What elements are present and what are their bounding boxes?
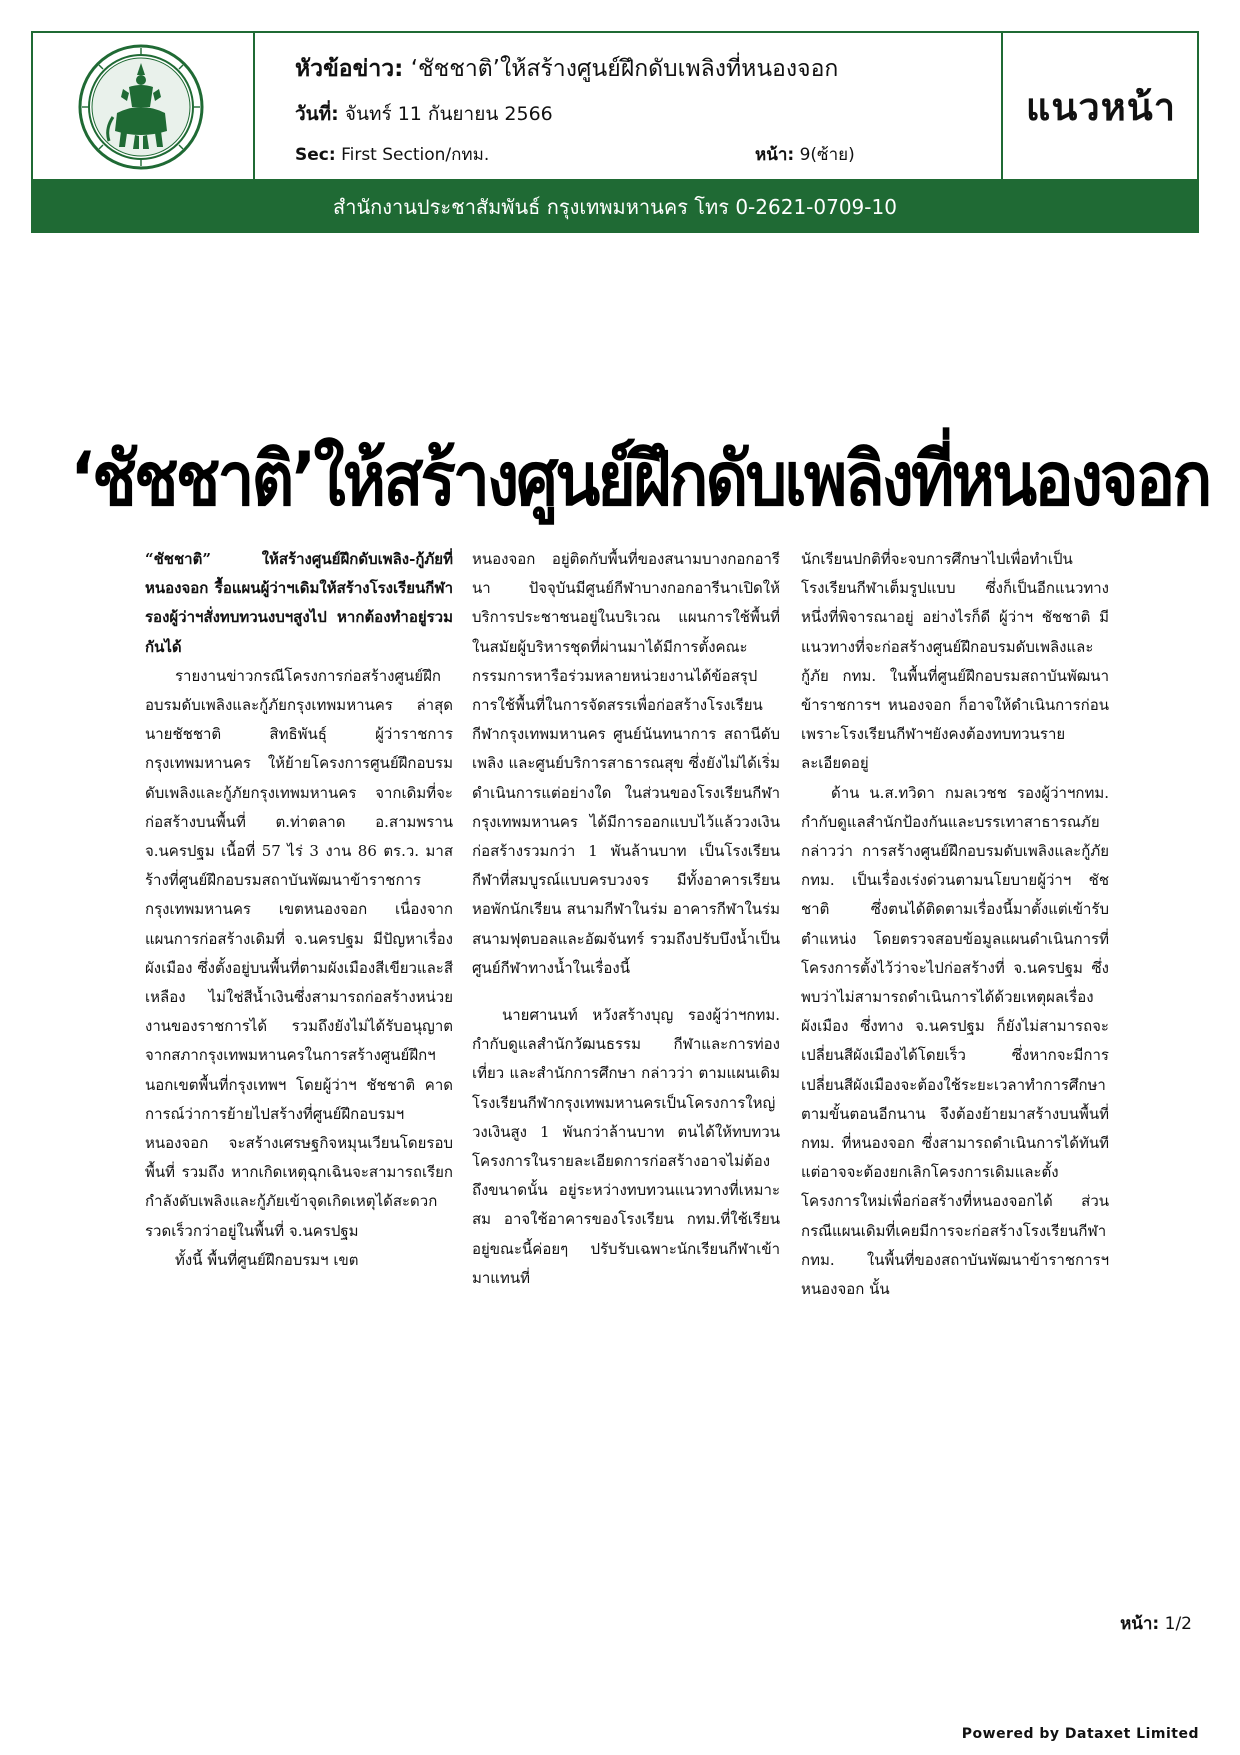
article-paragraph: หนองจอก อยู่ติดกับพื้นที่ของสนามบางกอกอารีนา ปัจจุบันมีศูนย์กีฬาบางกอกอารีนาเปิดให้บริการประชาชนอยู่ในบริเวณ แผนการใช้พื้นที่ในสมัยผู้บริหารชุดที่ผ่านมาได้มีการตั้งคณะกรรมการหารือร่วมหลายหน่วยงานได้ข้อสรุปการใช้พื้นที่ในการจัดสรรเพื่อก่อสร้างโรงเรียนกีฬากรุงเทพมหานคร ศูนย์นันทนาการ สถานีดับเพลิง และศูนย์บริการสาธารณสุข ซึ่งยังไม่ได้เริ่มดำเนินการแต่อย่างใด ในส่วนของโรงเรียนกีฬากรุงเทพมหานคร ได้มีการออกแบบไว้แล้ววงเงินก่อสร้างรวมกว่า 1 พันล้านบาท เป็นโรงเรียนกีฬาที่สมบูรณ์แบบครบวงจร มีทั้งอาคารเรียน หอพักนักเรียน สนามกีฬาในร่ม อาคารกีฬาในร่ม สนามฟุตบอลและอัฒจันทร์ รวมถึงปรับบึงน้ำเป็นศูนย์กีฬาทางน้ำในเรื่องนี้ bbox=[472, 550, 780, 977]
article-column-3 bbox=[801, 545, 1109, 1495]
page-line bbox=[755, 141, 855, 168]
headline-label: หัวข้อข่าว: bbox=[295, 56, 404, 82]
page-label: หน้า: bbox=[755, 145, 795, 165]
bangkok-seal-icon bbox=[77, 43, 205, 171]
article-column-2 bbox=[472, 545, 780, 1495]
office-contact-text: สำนักงานประชาสัมพันธ์ กรุงเทพมหานคร โทร 0-2621-0709-10 bbox=[333, 195, 897, 219]
footer-page-label: หน้า: bbox=[1120, 1614, 1160, 1634]
powered-by-text: Powered by Dataxet Limited bbox=[961, 1726, 1199, 1742]
article-paragraph: ด้าน น.ส.ทวิดา กมลเวชช รองผู้ว่าฯกทม. กำกับดูแลสำนักป้องกันและบรรเทาสาธารณภัย กล่าวว่า การสร้างศูนย์ฝึกอบรมดับเพลิงและกู้ภัย กทม. เป็นเรื่องเร่งด่วนตามนโยบายผู้ว่าฯ ชัชชาติ ซึ่งตนได้ติดตามเรื่องนี้มาตั้งแต่เข้ารับตำแหน่ง โดยตรวจสอบข้อมูลแผนดำเนินการที่โครงการตั้งไว้ว่าจะไปก่อสร้างที่ จ.นครปฐม ซึ่งพบว่าไม่สามารถดำเนินการได้ด้วยเหตุผลเรื่องผังเมือง ซึ่งทาง จ.นครปฐม ก็ยังไม่สามารถจะเปลี่ยนสีผังเมืองได้โดยเร็ว ซึ่งหากจะมีการเปลี่ยนสีผังเมืองจะต้องใช้ระยะเวลาทำการศึกษาตามขั้นตอนอีกนาน จึงต้องย้ายมาสร้างบนพื้นที่ กทม. ที่หนองจอก ซึ่งสามารถดำเนินการได้ทันที แต่อาจจะต้องยกเลิกโครงการเดิมและตั้งโครงการใหม่เพื่อก่อสร้างที่หนองจอกได้ ส่วนกรณีแผนเดิมที่เคยมีการจะก่อสร้างโรงเรียนกีฬา กทม. ในพื้นที่ของสถาบันพัฒนาข้าราชการฯ หนองจอก นั้น bbox=[801, 783, 1109, 1299]
headline-value: ‘ชัชชาติ’ให้สร้างศูนย์ฝึกดับเพลิงที่หนองจอก bbox=[410, 56, 839, 82]
section-line bbox=[295, 141, 489, 168]
clipping-header bbox=[31, 31, 1199, 181]
newspaper-name-cell bbox=[1001, 33, 1199, 179]
clipping-info bbox=[255, 33, 1001, 179]
article-paragraph: รายงานข่าวกรณีโครงการก่อสร้างศูนย์ฝึกอบรมดับเพลิงและกู้ภัยกรุงเทพมหานคร ล่าสุดนายชัชชาติ สิทธิพันธุ์ ผู้ว่าราชการกรุงเทพมหานคร ให้ย้ายโครงการศูนย์ฝึกอบรมดับเพลิงและกู้ภัยกรุงเทพมหานคร จากเดิมที่จะก่อสร้างบนพื้นที่ ต.ท่าตลาด อ.สามพราน จ.นครปฐม เนื้อที่ 57 ไร่ 3 งาน 86 ตร.ว. มาสร้างที่ศูนย์ฝึกอบรมสถาบันพัฒนาข้าราชการกรุงเทพมหานคร เขตหนองจอก เนื่องจาก แผนการก่อสร้างเดิมที่ จ.นครปฐม มีปัญหาเรื่องผังเมือง ซึ่งตั้งอยู่บนพื้นที่ตามผังเมืองสีเขียวและสีเหลือง ไม่ใช่สีน้ำเงินซึ่งสามารถก่อสร้างหน่วยงานของราชการได้ รวมถึงยังไม่ได้รับอนุญาตจากสภากรุงเทพมหานครในการสร้างศูนย์ฝึกฯ นอกเขตพื้นที่กรุงเทพฯ โดยผู้ว่าฯ ชัชชาติ คาดการณ์ว่าการย้ายไปสร้างที่ศูนย์ฝึกอบรมฯหนองจอก จะสร้างเศรษฐกิจหมุนเวียนโดยรอบพื้นที่ รวมถึง หากเกิดเหตุฉุกเฉินจะสามารถเรียกกำลังดับเพลิงและกู้ภัยเข้าจุดเกิดเหตุได้สะดวกรวดเร็วกว่าอยู่ในพื้นที่ จ.นครปฐม bbox=[145, 666, 453, 1240]
footer-page-value: 1/2 bbox=[1164, 1614, 1192, 1634]
article-lead: “ชัชชาติ” ให้สร้างศูนย์ฝึกดับเพลิง-กู้ภัยที่หนองจอก รื้อแผนผู้ว่าฯเดิมให้สร้างโรงเรียนกีฬา รองผู้ว่าฯสั่งทบทวนงบฯสูงไป หากต้องทำอยู่รวมกันได้ bbox=[145, 550, 453, 656]
article-paragraph: ทั้งนี้ พื้นที่ศูนย์ฝึกอบรมฯ เขต bbox=[175, 1250, 359, 1269]
article-paragraph: นายศานนท์ หวังสร้างบุญ รองผู้ว่าฯกทม. กำกับดูแลสำนักวัฒนธรรม กีฬาและการท่องเที่ยว และสำนักการศึกษา กล่าวว่า ตามแผนเดิมโรงเรียนกีฬากรุงเทพมหานครเป็นโครงการใหญ่ วงเงินสูง 1 พันกว่าล้านบาท ตนได้ให้ทบทวนโครงการในรายละเอียดการก่อสร้างอาจไม่ต้องถึงขนาดนั้น อยู่ระหว่างทบทวนแนวทางที่เหมาะสม อาจใช้อาคารของโรงเรียน กทม.ที่ใช้เรียนอยู่ขณะนี้ค่อยๆ ปรับรับเฉพาะนักเรียนกีฬาเข้ามาแทนที่ bbox=[472, 1006, 780, 1287]
section-value: First Section/กทม. bbox=[341, 145, 490, 165]
newspaper-name: แนวหน้า bbox=[1025, 84, 1177, 129]
office-contact-bar bbox=[31, 181, 1199, 233]
article-column-1 bbox=[145, 545, 453, 1495]
date-line bbox=[295, 99, 553, 129]
article-headline: ‘ชัชชาติ’ให้สร้างศูนย์ฝึกดับเพลิงที่หนองจอก bbox=[70, 436, 1210, 523]
footer-page-number bbox=[1120, 1610, 1192, 1637]
date-label: วันที่: bbox=[295, 103, 339, 125]
article-paragraph: นักเรียนปกติที่จะจบการศึกษาไปเพื่อทำเป็นโรงเรียนกีฬาเต็มรูปแบบ ซึ่งก็เป็นอีกแนวทางหนึ่งที่พิจารณาอยู่ อย่างไรก็ดี ผู้ว่าฯ ชัชชาติ มีแนวทางที่จะก่อสร้างศูนย์ฝึกอบรมดับเพลิงและกู้ภัย กทม. ในพื้นที่ศูนย์ฝึกอบรมสถาบันพัฒนาข้าราชการฯ หนองจอก ก็อาจให้ดำเนินการก่อน เพราะโรงเรียนกีฬาฯยังคงต้องทบทวนรายละเอียดอยู่ bbox=[801, 550, 1109, 773]
page-value: 9(ซ้าย) bbox=[799, 145, 855, 165]
logo-cell bbox=[33, 33, 255, 179]
headline-line bbox=[295, 51, 838, 87]
section-label: Sec: bbox=[295, 145, 336, 165]
date-value: จันทร์ 11 กันยายน 2566 bbox=[344, 103, 553, 125]
